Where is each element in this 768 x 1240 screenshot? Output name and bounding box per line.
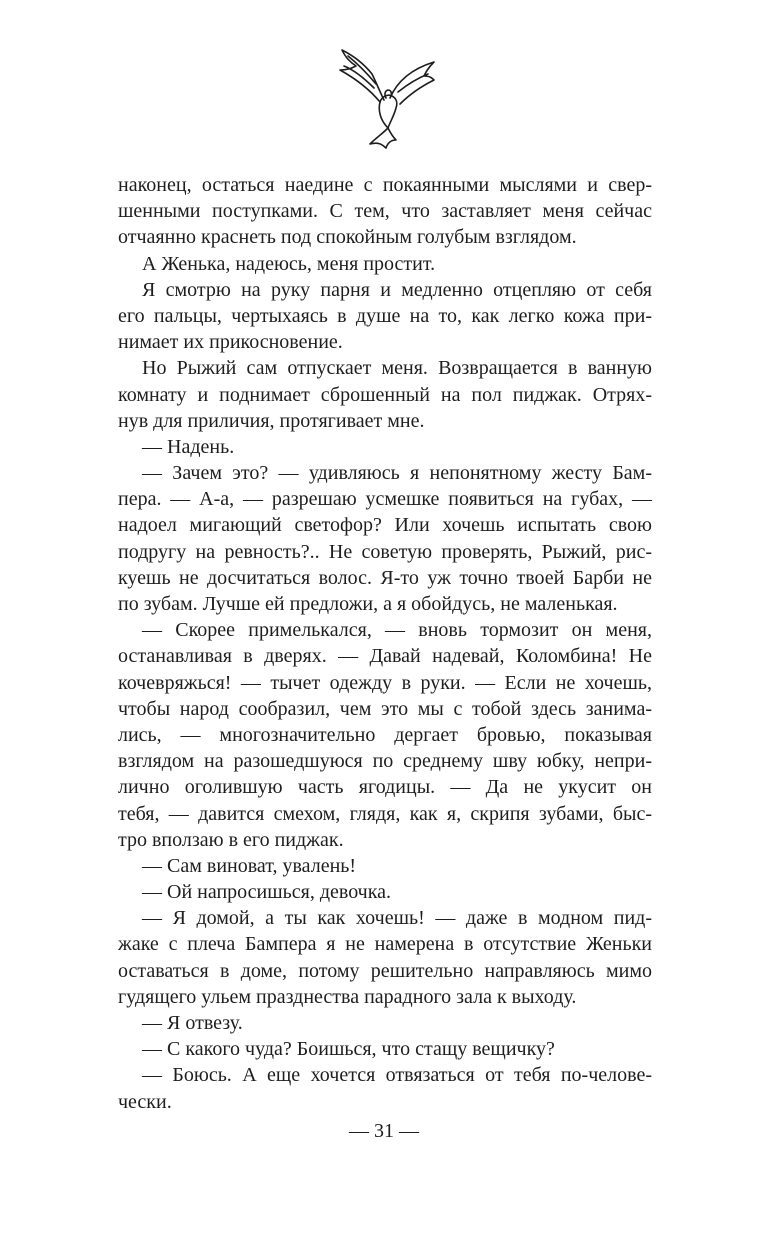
book-text — [118, 172, 652, 1115]
text-line: А Женька, надеюсь, меня простит. — [142, 252, 436, 275]
text-line: — Сам виноват, увалень! — [142, 854, 357, 877]
text-line: шенными поступками. С тем, что заставляет меня сейчас — [118, 200, 652, 223]
text-line: — Я домой, а ты как хочешь! — даже в модном пид- — [142, 907, 652, 930]
text-line: оставаться в доме, потому решительно направляюсь мимо — [118, 959, 652, 982]
text-line: — Ой напросишься, девочка. — [142, 881, 392, 904]
text-line: Но Рыжий сам отпускает меня. Возвращается в ванную — [142, 357, 652, 380]
text-line: куешь не досчитаться волос. Я-то уж точно твоей Барби не — [118, 566, 652, 589]
text-line: — Надень. — [142, 435, 235, 458]
text-line: чтобы народ сообразил, чем это мы с тобой здесь занима- — [118, 697, 652, 720]
text-line: — Я отвезу. — [142, 1012, 243, 1034]
text-line: кочевряжься! — тычет одежду в руки. — Если не хочешь, — [118, 671, 652, 694]
dove-icon — [330, 40, 440, 155]
text-line: — Скорее примелькался, — вновь тормозит он меня, — [142, 619, 652, 642]
text-line: взглядом на разошедшуюся по среднему шву юбку, непри- — [118, 750, 652, 773]
text-line: отчаянно краснеть под спокойным голубым взглядом. — [118, 226, 577, 249]
text-line: лично оголившую часть ягодицы. — Да не укусит он — [118, 776, 652, 799]
text-line: лись, — многозначительно дергает бровью, показывая — [118, 723, 652, 746]
text-line: чески. — [118, 1090, 172, 1113]
text-line: — Зачем это? — удивляюсь я непонятному жесту Бам- — [142, 462, 652, 485]
text-line: тебя, — давится смехом, глядя, как я, скрипя зубами, быс- — [118, 802, 652, 825]
text-line: подругу на ревность?.. Не советую проверять, Рыжий, рис- — [118, 540, 652, 563]
text-line: нув для приличия, протягивает мне. — [118, 409, 425, 432]
text-line: нимает их прикосновение. — [118, 331, 343, 354]
text-line: по зубам. Лучше ей предложи, а я обойдусь, не маленькая. — [118, 593, 618, 615]
text-line: его пальцы, чертыхаясь в душе на то, как легко кожа при- — [118, 304, 652, 327]
text-line: комнату и поднимает сброшенный на пол пиджак. Отрях- — [118, 383, 652, 406]
text-line: Я смотрю на руку парня и медленно отцепляю от себя — [142, 278, 652, 301]
text-line: — С какого чуда? Боишься, что стащу вещичку? — [142, 1038, 555, 1061]
text-line: жаке с плеча Бампера я не намерена в отсутствие Женьки — [118, 933, 652, 956]
page-number: — 31 — — [349, 1120, 419, 1142]
text-line: — Боюсь. А еще хочется отвязаться от тебя по-челове- — [142, 1064, 652, 1087]
text-line: тро вползаю в его пиджак. — [118, 828, 344, 851]
text-line: останавливая в дверях. — Давай надевай, Коломбина! Не — [118, 645, 652, 668]
text-line: гудящего ульем празднества парадного зала к выходу. — [118, 985, 577, 1008]
text-line: наконец, остаться наедине с покаянными мыслями и свер- — [118, 174, 652, 196]
text-line: пера. — А-а, — разрешаю усмешке появиться на губах, — — [118, 488, 652, 511]
text-line: надоел мигающий светофор? Или хочешь испытать свою — [118, 514, 652, 537]
